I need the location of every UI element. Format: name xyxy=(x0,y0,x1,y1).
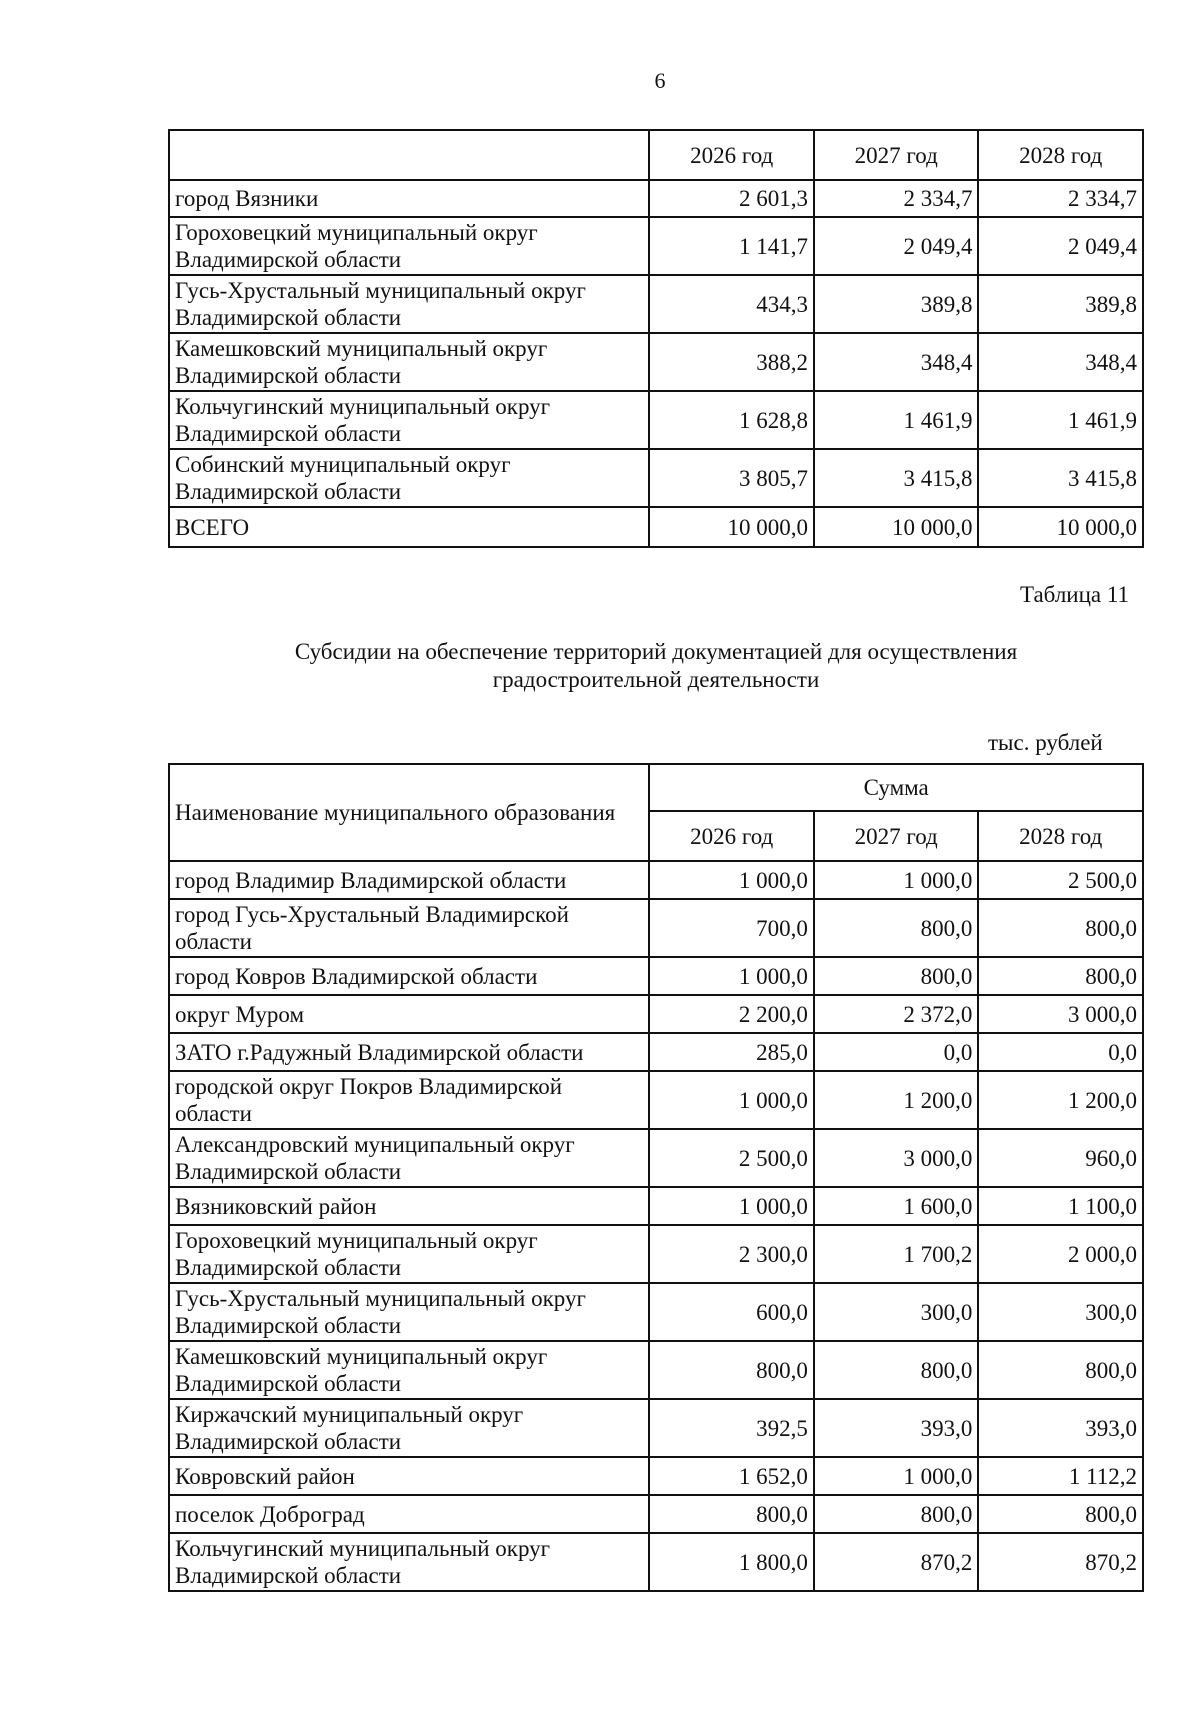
value-2028-cell: 870,2 xyxy=(978,1533,1143,1591)
table-row xyxy=(169,391,1143,449)
table-row xyxy=(169,1495,1143,1533)
value-2027-cell: 0,0 xyxy=(814,1033,979,1071)
value-2026-cell: 3 805,7 xyxy=(649,449,814,507)
municipality-name-cell: Гусь-Хрустальный муниципальный округ Владимирской области xyxy=(169,1283,649,1341)
header-year-2027: 2027 год xyxy=(814,130,979,180)
value-2027-cell: 800,0 xyxy=(814,899,979,957)
subsidy-table-continued xyxy=(168,129,1144,548)
value-2026-cell: 1 000,0 xyxy=(649,1071,814,1129)
value-2027-cell: 3 415,8 xyxy=(814,449,979,507)
table-row xyxy=(169,449,1143,507)
value-2026-cell: 1 141,7 xyxy=(649,217,814,275)
header-name-cell xyxy=(169,130,649,180)
total-2026: 10 000,0 xyxy=(649,507,814,547)
table-row xyxy=(169,1457,1143,1495)
value-2027-cell: 800,0 xyxy=(814,1341,979,1399)
total-row xyxy=(169,507,1143,547)
header-year-2028: 2028 год xyxy=(978,811,1143,861)
value-2028-cell: 2 500,0 xyxy=(978,861,1143,899)
value-2027-cell: 1 000,0 xyxy=(814,1457,979,1495)
table-row xyxy=(169,899,1143,957)
municipality-name-cell: поселок Доброград xyxy=(169,1495,649,1533)
table-row xyxy=(169,217,1143,275)
units-label: тыс. рублей xyxy=(988,730,1103,755)
value-2027-cell: 393,0 xyxy=(814,1399,979,1457)
table-row xyxy=(169,995,1143,1033)
municipality-name-cell: городской округ Покров Владимирской области xyxy=(169,1071,649,1129)
value-2027-cell: 1 461,9 xyxy=(814,391,979,449)
table-header-row xyxy=(169,764,1143,811)
table-row xyxy=(169,333,1143,391)
municipality-name-cell: город Гусь-Хрустальный Владимирской области xyxy=(169,899,649,957)
table-row xyxy=(169,1341,1143,1399)
value-2026-cell: 700,0 xyxy=(649,899,814,957)
table-title-line-1: Субсидии на обеспечение территорий документацией для осуществления xyxy=(294,639,1018,664)
municipality-name-cell: Гусь-Хрустальный муниципальный округ Владимирской области xyxy=(169,275,649,333)
municipality-name-cell: округ Муром xyxy=(169,995,649,1033)
municipality-name-cell: ЗАТО г.Радужный Владимирской области xyxy=(169,1033,649,1071)
value-2027-cell: 1 000,0 xyxy=(814,861,979,899)
value-2028-cell: 800,0 xyxy=(978,1341,1143,1399)
municipality-name-cell: Камешковский муниципальный округ Владимирской области xyxy=(169,1341,649,1399)
table-row xyxy=(169,861,1143,899)
table-row xyxy=(169,1071,1143,1129)
total-2027: 10 000,0 xyxy=(814,507,979,547)
value-2028-cell: 1 100,0 xyxy=(978,1187,1143,1225)
value-2026-cell: 2 601,3 xyxy=(649,180,814,217)
municipality-name-cell: Киржачский муниципальный округ Владимирской области xyxy=(169,1399,649,1457)
value-2028-cell: 1 200,0 xyxy=(978,1071,1143,1129)
value-2027-cell: 800,0 xyxy=(814,957,979,995)
value-2027-cell: 1 200,0 xyxy=(814,1071,979,1129)
value-2026-cell: 388,2 xyxy=(649,333,814,391)
value-2027-cell: 1 700,2 xyxy=(814,1225,979,1283)
table-row xyxy=(169,275,1143,333)
value-2026-cell: 1 000,0 xyxy=(649,861,814,899)
table-row xyxy=(169,1399,1143,1457)
value-2028-cell: 800,0 xyxy=(978,957,1143,995)
value-2028-cell: 393,0 xyxy=(978,1399,1143,1457)
value-2028-cell: 1 461,9 xyxy=(978,391,1143,449)
total-2028: 10 000,0 xyxy=(978,507,1143,547)
municipality-name-cell: Александровский муниципальный округ Владимирской области xyxy=(169,1129,649,1187)
value-2027-cell: 1 600,0 xyxy=(814,1187,979,1225)
header-year-2026: 2026 год xyxy=(649,130,814,180)
header-year-2028: 2028 год xyxy=(978,130,1143,180)
page-number: 6 xyxy=(654,68,666,93)
municipality-name-cell: город Ковров Владимирской области xyxy=(169,957,649,995)
value-2027-cell: 2 372,0 xyxy=(814,995,979,1033)
value-2027-cell: 2 334,7 xyxy=(814,180,979,217)
table-row xyxy=(169,1225,1143,1283)
table-title-line-2: градостроительной деятельности xyxy=(492,667,820,692)
table-row xyxy=(169,1533,1143,1591)
value-2028-cell: 3 000,0 xyxy=(978,995,1143,1033)
value-2028-cell: 800,0 xyxy=(978,899,1143,957)
municipality-name-cell: Собинский муниципальный округ Владимирской области xyxy=(169,449,649,507)
value-2028-cell: 0,0 xyxy=(978,1033,1143,1071)
value-2028-cell: 800,0 xyxy=(978,1495,1143,1533)
value-2026-cell: 1 652,0 xyxy=(649,1457,814,1495)
value-2028-cell: 960,0 xyxy=(978,1129,1143,1187)
value-2028-cell: 1 112,2 xyxy=(978,1457,1143,1495)
header-year-2027: 2027 год xyxy=(814,811,979,861)
value-2028-cell: 2 049,4 xyxy=(978,217,1143,275)
value-2026-cell: 800,0 xyxy=(649,1495,814,1533)
total-label: ВСЕГО xyxy=(169,507,649,547)
value-2026-cell: 600,0 xyxy=(649,1283,814,1341)
value-2028-cell: 300,0 xyxy=(978,1283,1143,1341)
table-row xyxy=(169,1129,1143,1187)
value-2026-cell: 1 000,0 xyxy=(649,1187,814,1225)
value-2027-cell: 3 000,0 xyxy=(814,1129,979,1187)
municipality-name-cell: Гороховецкий муниципальный округ Владимирской области xyxy=(169,1225,649,1283)
value-2026-cell: 1 000,0 xyxy=(649,957,814,995)
header-sum: Сумма xyxy=(649,764,1143,811)
municipality-name-cell: Кольчугинский муниципальный округ Владимирской области xyxy=(169,1533,649,1591)
subsidy-table-11 xyxy=(168,763,1144,1592)
municipality-name-cell: город Владимир Владимирской области xyxy=(169,861,649,899)
header-year-2026: 2026 год xyxy=(649,811,814,861)
value-2028-cell: 348,4 xyxy=(978,333,1143,391)
value-2027-cell: 300,0 xyxy=(814,1283,979,1341)
value-2026-cell: 2 200,0 xyxy=(649,995,814,1033)
value-2026-cell: 392,5 xyxy=(649,1399,814,1457)
table-number-label: Таблица 11 xyxy=(1020,582,1130,607)
value-2027-cell: 2 049,4 xyxy=(814,217,979,275)
value-2028-cell: 389,8 xyxy=(978,275,1143,333)
value-2027-cell: 870,2 xyxy=(814,1533,979,1591)
table-row xyxy=(169,1283,1143,1341)
value-2028-cell: 3 415,8 xyxy=(978,449,1143,507)
value-2028-cell: 2 334,7 xyxy=(978,180,1143,217)
value-2028-cell: 2 000,0 xyxy=(978,1225,1143,1283)
value-2026-cell: 2 300,0 xyxy=(649,1225,814,1283)
value-2026-cell: 1 628,8 xyxy=(649,391,814,449)
table-row xyxy=(169,180,1143,217)
value-2026-cell: 285,0 xyxy=(649,1033,814,1071)
municipality-name-cell: Гороховецкий муниципальный округ Владимирской области xyxy=(169,217,649,275)
table-header-row xyxy=(169,130,1143,180)
table-row xyxy=(169,1187,1143,1225)
value-2026-cell: 2 500,0 xyxy=(649,1129,814,1187)
header-municipality: Наименование муниципального образования xyxy=(169,764,649,861)
value-2026-cell: 1 800,0 xyxy=(649,1533,814,1591)
municipality-name-cell: Кольчугинский муниципальный округ Владимирской области xyxy=(169,391,649,449)
table-title xyxy=(168,638,1144,694)
value-2027-cell: 348,4 xyxy=(814,333,979,391)
value-2026-cell: 800,0 xyxy=(649,1341,814,1399)
value-2026-cell: 434,3 xyxy=(649,275,814,333)
municipality-name-cell: Ковровский район xyxy=(169,1457,649,1495)
table-row xyxy=(169,1033,1143,1071)
municipality-name-cell: Вязниковский район xyxy=(169,1187,649,1225)
municipality-name-cell: Камешковский муниципальный округ Владимирской области xyxy=(169,333,649,391)
value-2027-cell: 800,0 xyxy=(814,1495,979,1533)
municipality-name-cell: город Вязники xyxy=(169,180,649,217)
value-2027-cell: 389,8 xyxy=(814,275,979,333)
table-row xyxy=(169,957,1143,995)
